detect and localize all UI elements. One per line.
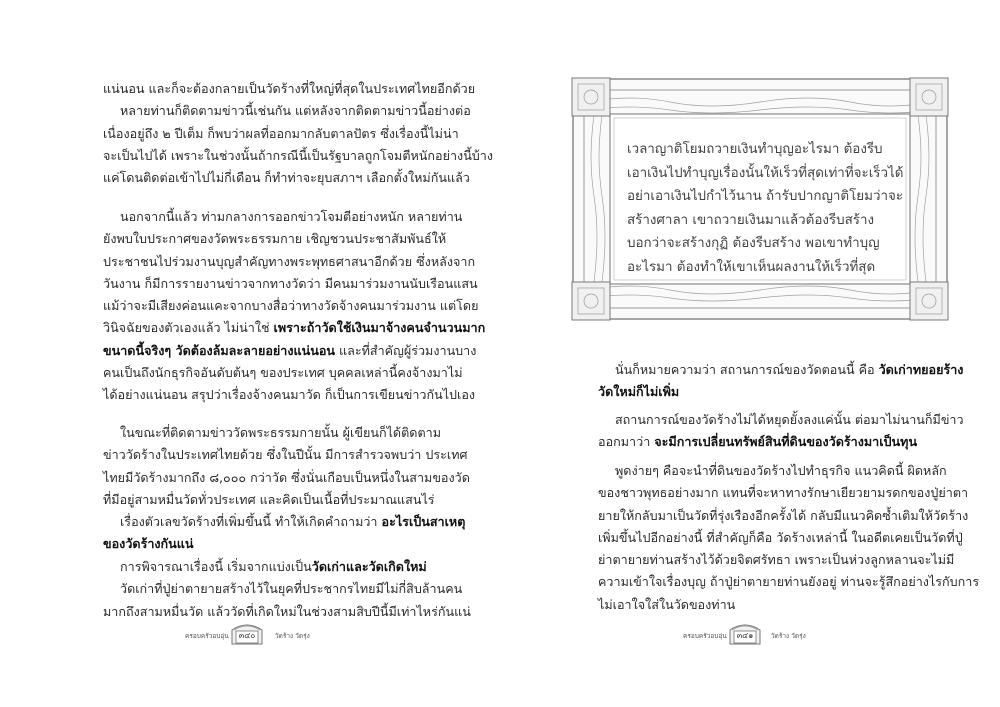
text-line: นอกจากนี้แล้ว ท่ามกลางการออกข่าวโจมตีอย่างหนัก หลายท่าน bbox=[120, 209, 463, 224]
footer-chapter-title: วัดร้าง วัดรุ่ง bbox=[275, 632, 310, 640]
left-paragraph-4 bbox=[103, 556, 471, 623]
emphasis-text: วัดใหม่ก็ไม่เพิ่ม bbox=[598, 384, 680, 400]
text-line: ข่าววัดร้างในประเทศไทยด้วย ซึ่งในปีนั้น มีการสำรวจพบว่า ประเทศ bbox=[103, 447, 468, 463]
text-line: ประชาชนไปร่วมงานบุญสำคัญทางพระพุทธศาสนาอีกด้วย ซึ่งหลังจาก bbox=[103, 253, 476, 269]
highlight-quote bbox=[627, 138, 903, 280]
page-number: ๓๔๑ bbox=[736, 631, 754, 640]
text-line: เพิ่มขึ้นไปอีกอย่างนี้ ที่สำคัญก็คือ วัดร้างเหล่านี้ ในอดีตเคยเป็นวัดที่ปู่ bbox=[598, 529, 963, 545]
quote-line: เวลาญาติโยมถวายเงินทำบุญอะไรมา ต้องรีบ bbox=[627, 142, 883, 157]
text-line: ยังพบใบประกาศของวัดพระธรรมกาย เชิญชวนประชาสัมพันธ์ให้ bbox=[103, 231, 447, 247]
quote-line: เอาเงินไปทำบุญเรื่องนั้นให้เร็วที่สุดเท่าที่จะเร็วได้ bbox=[627, 165, 904, 181]
text-line: มากถึงสามหมื่นวัด แล้ววัดที่เกิดใหม่ในช่วงสามสิบปีนี้มีเท่าไหร่กันแน่ bbox=[103, 603, 471, 619]
text-line bbox=[103, 340, 485, 362]
text-line: ได้อย่างแน่นอน สรุปว่าเรื่องจ้างคนมาวัด ก็เป็นการเขียนข่าวกันไปเอง bbox=[103, 387, 476, 403]
emphasis-text: เพราะถ้าวัดใช้เงินมาจ้างคนจำนวนมาก bbox=[273, 320, 486, 336]
text-line: วัดเก่าที่ปู่ย่าตายายสร้างไว้ในยุคที่ประชากรไทยมีไม่กี่สิบล้านคน bbox=[120, 581, 463, 597]
text-line: วันงาน ก็มีการรายงานข่าวจากทางวัดว่า มีคนมาร่วมงานนับเรือนแสน bbox=[103, 275, 478, 291]
text-line: ที่มีอยู่สามหมื่นวัดทั่วประเทศ และคิดเป็นเนื้อที่ประมาณแสนไร่ bbox=[103, 491, 435, 507]
right-paragraph-1 bbox=[598, 359, 963, 404]
emphasis-text: อะไรเป็นสาเหตุ bbox=[381, 514, 466, 530]
footer-book-title: ครอบครัวอบอุ่น bbox=[683, 632, 727, 640]
quote-line: บอกว่าจะสร้างกุฏิ ต้องรีบสร้าง พอเขาทำบุญ bbox=[627, 236, 880, 252]
text-line bbox=[598, 431, 964, 453]
text-run: การพิจารณาเรื่องนี้ เริ่มจากแบ่งเป็น bbox=[120, 559, 312, 574]
footer-book-title: ครอบครัวอบอุ่น bbox=[185, 632, 229, 640]
text-line: ความเข้าใจเรื่องบุญ ถ้าปู่ย่าตายายท่านยังอยู่ ท่านจะรู้สึกอย่างไรกับการ bbox=[598, 574, 980, 590]
text-line: ยายให้กลับมาเป็นวัดที่รุ่งเรืองอีกครั้งได้ กลับมีแนวคิดซ้ำเติมให้วัดร้าง bbox=[598, 507, 969, 523]
text-line: แค่โดนติดต่อเข้าไปไม่กี่เดือน ก็ทำท่าจะยุบสภาฯ เลือกตั้งใหม่กันแล้ว bbox=[103, 170, 470, 186]
text-line: แน่นอน และก็จะต้องกลายเป็นวัดร้างที่ใหญ่ที่สุดในประเทศไทยอีกด้วย bbox=[103, 81, 476, 96]
left-paragraph-1 bbox=[103, 78, 493, 189]
text-run: และที่สำคัญผู้ร่วมงานบาง bbox=[335, 342, 477, 358]
text-line: เนื่องอยู่ถึง ๒ ปีเต็ม ก็พบว่าผลที่ออกมากลับตาลปัตร ซึ่งเรื่องนี้ไม่น่า bbox=[103, 125, 459, 141]
text-line bbox=[103, 317, 485, 339]
left-footer bbox=[0, 622, 500, 646]
right-paragraph-3 bbox=[598, 460, 979, 616]
text-line bbox=[103, 533, 470, 555]
left-paragraph-3 bbox=[103, 422, 470, 556]
text-line: คนเป็นถึงนักธุรกิจอันดับต้นๆ ของประเทศ บุคคลเหล่านี้คงจ้างมาไม่ bbox=[103, 365, 463, 381]
left-paragraph-2 bbox=[103, 206, 485, 407]
right-paragraph-2 bbox=[598, 409, 964, 454]
emphasis-text: ขนาดนี้จริงๆ วัดต้องล้มละลายอย่างแน่นอน bbox=[103, 342, 336, 358]
page-number-badge bbox=[728, 622, 762, 646]
text-run: เรื่องตัวเลขวัดร้างที่เพิ่มขึ้นนี้ ทำให้เกิดคำถามว่า bbox=[120, 514, 382, 530]
emphasis-text: ของวัดร้างกันแน่ bbox=[103, 536, 194, 552]
text-line bbox=[103, 511, 470, 533]
text-line: แม้ว่าจะมีเสียงค่อนแคะจากบางสื่อว่าทางวัดจ้างคนมาร่วมงาน แต่โดย bbox=[103, 298, 479, 314]
right-footer bbox=[500, 622, 1000, 646]
text-line bbox=[598, 359, 963, 381]
footer-chapter-title: วัดร้าง วัดรุ่ง bbox=[771, 632, 806, 640]
text-line: พูดง่ายๆ คือจะนำที่ดินของวัดร้างไปทำธุรกิจ แนวคิดนี้ ผิดหลัก bbox=[615, 463, 947, 478]
text-line: ของชาวพุทธอย่างมาก แทนที่จะหาทางรักษาเยียวยามรดกของปู่ย่าตา bbox=[598, 485, 969, 501]
text-line: ย่าตายายท่านสร้างไว้ด้วยจิตศรัทธา เพราะเป็นห่วงลูกหลานจะไม่มี bbox=[598, 552, 955, 568]
text-line: ไทยมีวัดร้างมากถึง ๘,๐๐๐ กว่าวัด ซึ่งนั่นเกือบเป็นหนึ่งในสามของวัด bbox=[103, 469, 470, 485]
quote-line: สร้างศาลา เขาถวายเงินมาแล้วต้องรีบสร้าง bbox=[627, 212, 875, 228]
text-run: ออกมาว่า bbox=[598, 434, 655, 450]
text-line: จะเป็นไปได้ เพราะในช่วงนั้นถ้ากรณีนี้เป็นรัฐบาลถูกโจมตีหนักอย่างนี้บ้าง bbox=[103, 147, 494, 163]
quote-line: อย่าเอาเงินไปกำไว้นาน ถ้ารับปากญาติโยมว่าจะ bbox=[627, 189, 904, 205]
page-number-badge bbox=[230, 622, 264, 646]
text-line bbox=[598, 381, 963, 403]
text-line bbox=[103, 556, 471, 578]
text-line: ไม่เอาใจใส่ในวัดของท่าน bbox=[598, 596, 736, 612]
emphasis-text: จะมีการเปลี่ยนทรัพย์สินที่ดินของวัดร้างมาเป็นทุน bbox=[654, 434, 918, 450]
text-line: หลายท่านก็ติดตามข่าวนี้เช่นกัน แต่หลังจากติดตามข่าวนี้อย่างต่อ bbox=[120, 103, 471, 119]
text-line: สถานการณ์ของวัดร้างไม่ได้หยุดยั้งลงแค่นั้น ต่อมาไม่นานก็มีข่าว bbox=[615, 412, 964, 427]
quote-line: อะไรมา ต้องทำให้เขาเห็นผลงานให้เร็วที่สุด bbox=[627, 259, 876, 275]
emphasis-text: วัดเก่าและวัดเกิดใหม่ bbox=[311, 559, 427, 574]
text-run: นั่นก็หมายความว่า สถานการณ์ของวัดตอนนี้ คือ bbox=[615, 362, 879, 377]
text-run: วินิจฉัยของตัวเองแล้ว ไม่น่าใช่ bbox=[103, 320, 274, 336]
text-line: ในขณะที่ติดตามข่าววัดพระธรรมกายนั้น ผู้เขียนก็ได้ติดตาม bbox=[120, 425, 441, 440]
emphasis-text: วัดเก่าทยอยร้าง bbox=[878, 362, 964, 377]
page-number: ๓๔๐ bbox=[238, 631, 256, 640]
